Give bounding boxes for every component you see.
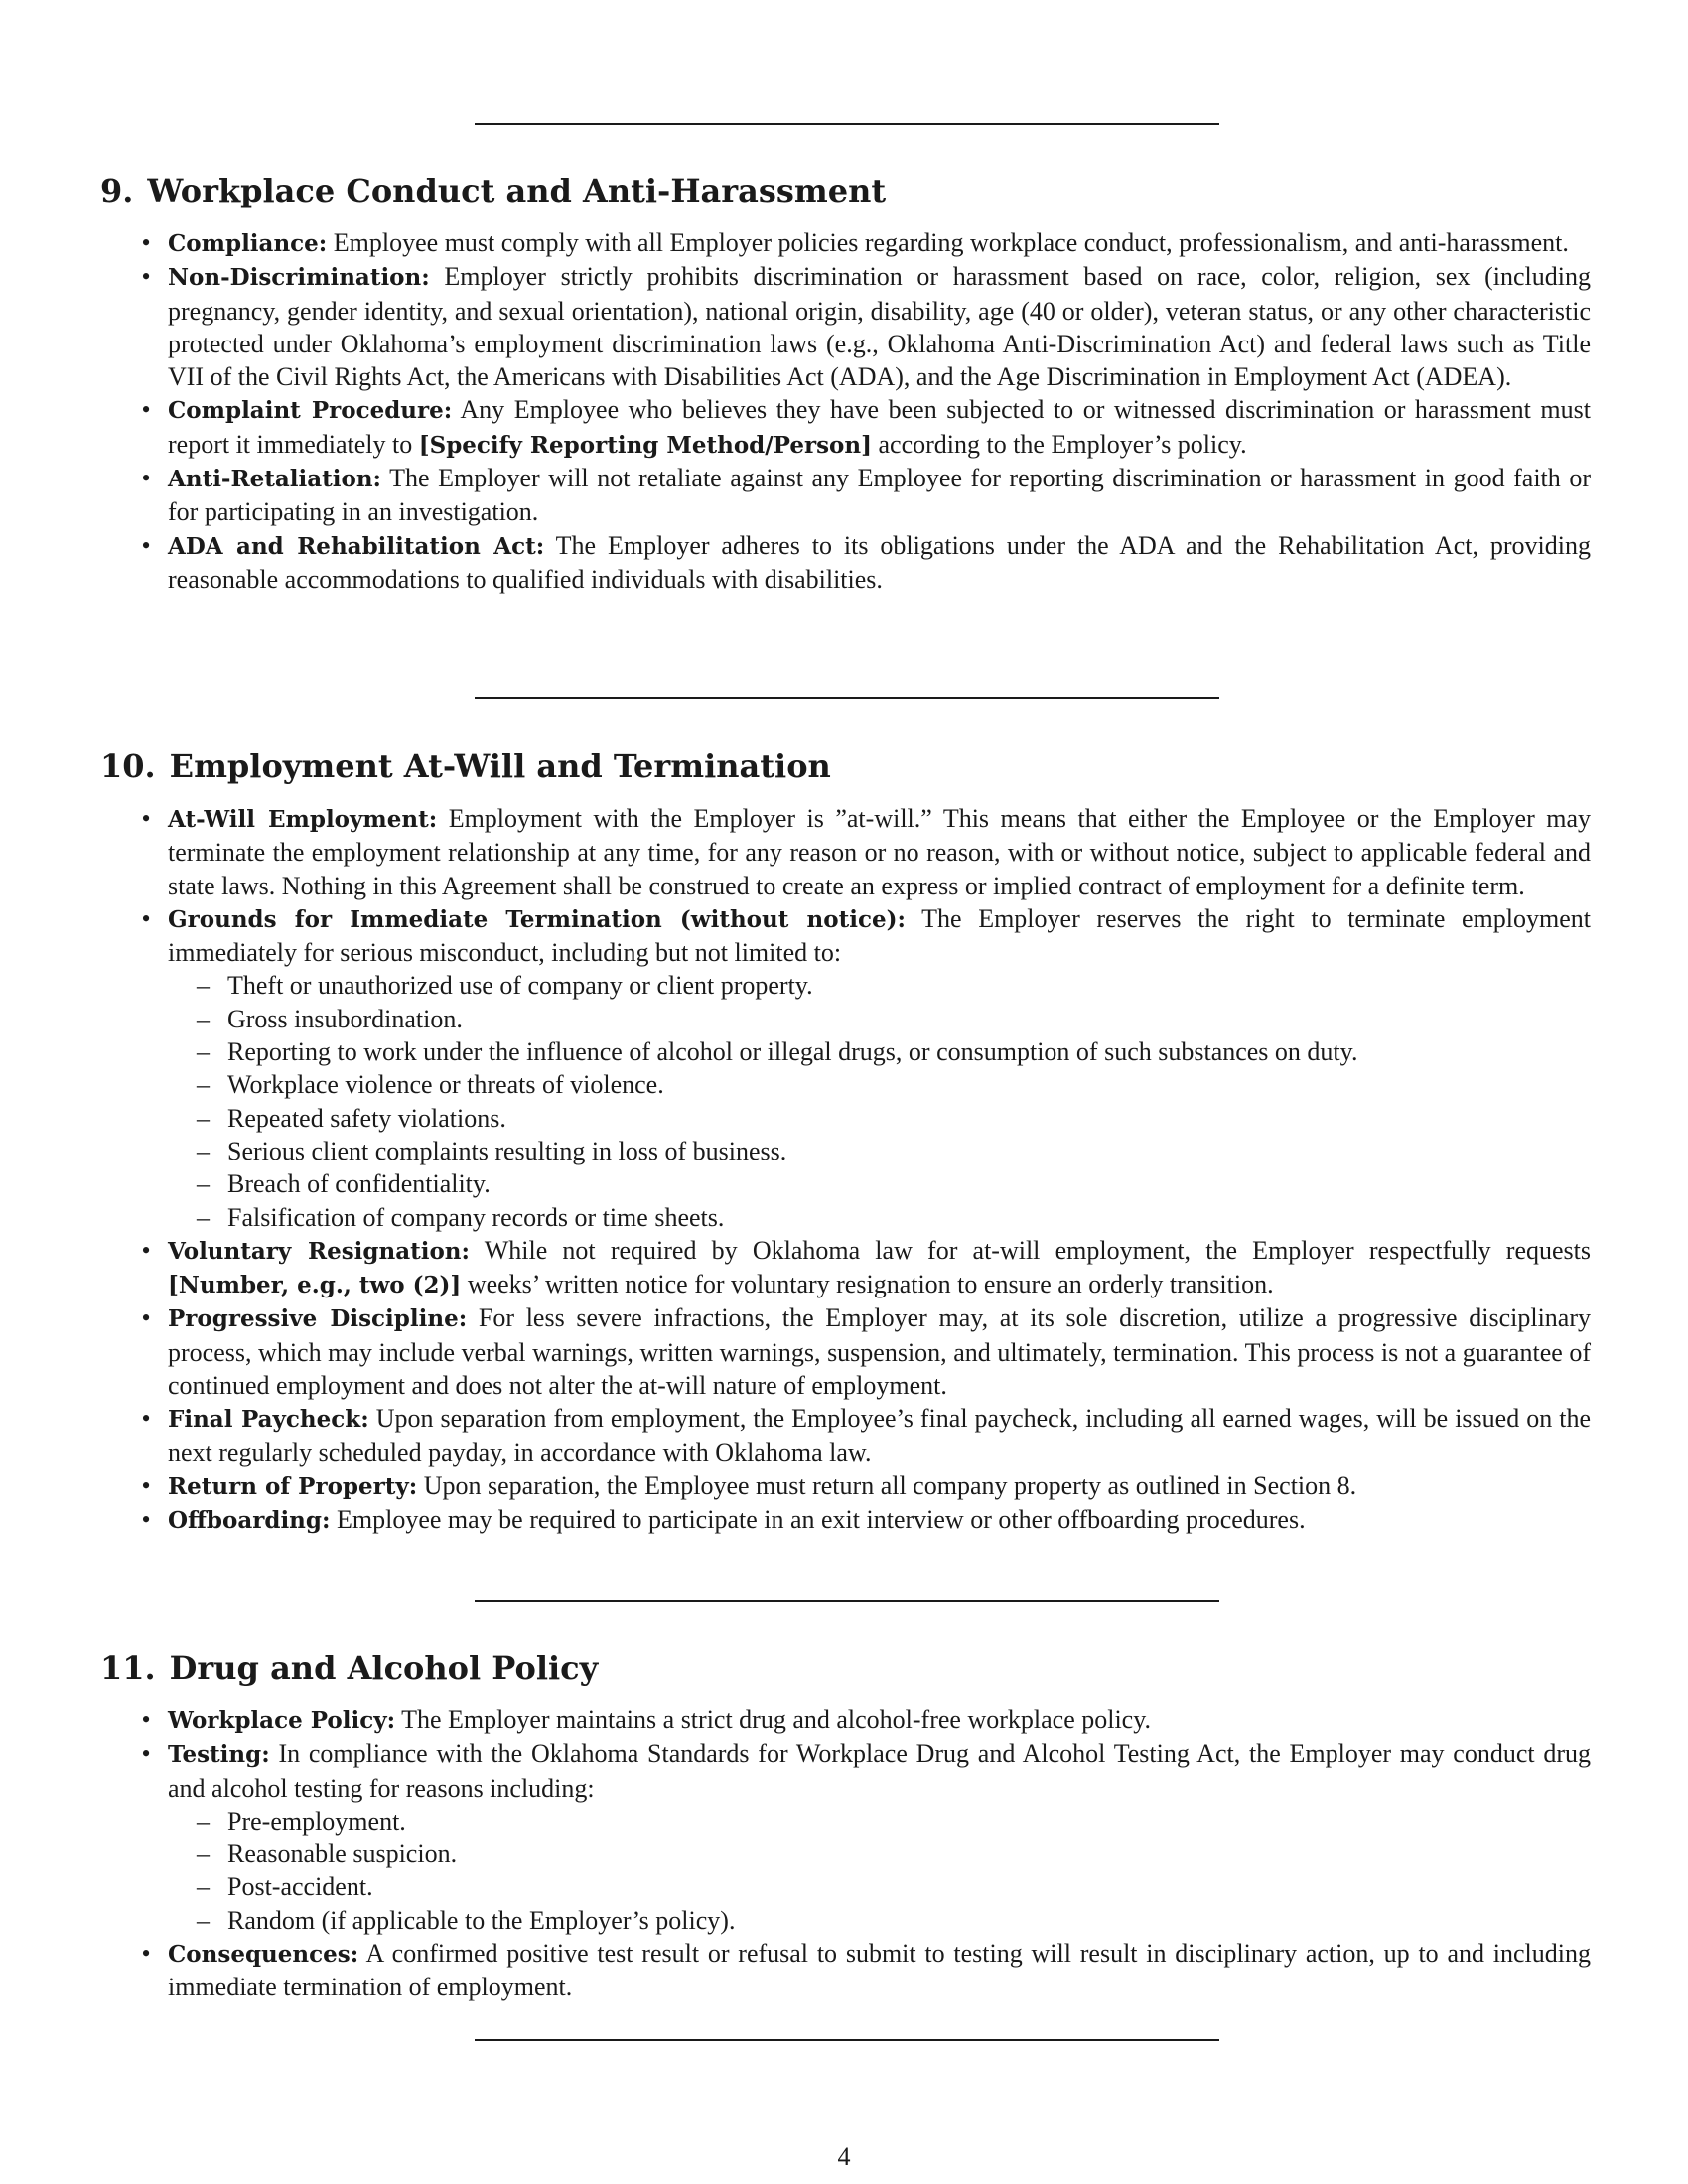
sub-item-text: Workplace violence or threats of violence. <box>227 1070 664 1100</box>
list-item <box>0 393 1688 462</box>
dash-icon: – <box>197 1070 210 1100</box>
bullet-icon: • <box>141 804 151 833</box>
item-text: In compliance with the Oklahoma Standards for Workplace Drug and Alcohol Testing Act, the Employer may conduct drug and alcohol testing for reasons including: <box>168 1739 1591 1803</box>
dash-icon: – <box>197 1905 210 1935</box>
item-label: Return of Property: <box>168 1472 418 1500</box>
dash-icon: – <box>197 1037 210 1067</box>
item-text: Employer strictly prohibits discrimination or harassment based on race, color, religion, sex (including pregnancy, gender identity, and sexual orientation), national origin, disability, age (40 or older), veteran status, or any other characteristic protected under Oklahoma’s employment discrimination laws (e.g., Oklahoma Anti-Discrimination Act) and federal laws such as Title VII of the Civil Rights Act, the Americans with Disabilities Act (ADA), and the Age Discrimination in Employment Act (ADEA). <box>168 262 1591 392</box>
item-label: Progressive Discipline: <box>168 1305 468 1333</box>
item-label: Offboarding: <box>168 1507 331 1535</box>
sub-list-item <box>168 1135 1591 1167</box>
section-title-text: Workplace Conduct and Anti-Harassment <box>147 172 887 209</box>
section-divider <box>475 697 1219 699</box>
section-divider <box>475 1600 1219 1602</box>
item-label: Complaint Procedure: <box>168 397 453 425</box>
sub-list-item <box>168 1035 1591 1068</box>
bullet-icon: • <box>141 1739 151 1769</box>
item-text: Any Employee who believes they have been subjected to or witnessed discrimination or harassment must report it immediately to <box>168 395 1591 459</box>
sub-item-text: Pre-employment. <box>227 1806 406 1836</box>
item-text: weeks’ written notice for voluntary resignation to ensure an orderly transition. <box>461 1270 1274 1299</box>
sub-item-text: Random (if applicable to the Employer’s policy). <box>227 1905 736 1935</box>
list-item <box>0 1234 1688 1302</box>
sub-item-text: Reporting to work under the influence of alcohol or illegal drugs, or consumption of such substances on duty. <box>227 1037 1358 1067</box>
list-item <box>0 1469 1688 1503</box>
list-item <box>0 1503 1688 1537</box>
dash-icon: – <box>197 1169 210 1199</box>
item-label: Testing: <box>168 1741 270 1769</box>
dash-icon: – <box>197 1136 210 1165</box>
section-10-title <box>100 747 831 786</box>
sub-list-item <box>168 1102 1591 1135</box>
item-text: The Employer will not retaliate against any Employee for reporting discrimination or harassment in good faith or for participating in an investigation. <box>168 464 1591 527</box>
item-label: Workplace Policy: <box>168 1707 396 1734</box>
item-text: For less severe infractions, the Employer may, at its sole discretion, utilize a progressive disciplinary process, which may include verbal warnings, written warnings, suspension, and ultimately, termination. This process is not a guarantee of continued employment and does not alter the at-will nature of employment. <box>168 1303 1591 1401</box>
bullet-icon: • <box>141 1470 151 1500</box>
sub-list <box>168 969 1591 1233</box>
bullet-icon: • <box>141 1235 151 1265</box>
sub-list-item <box>168 1805 1591 1838</box>
item-label: Non-Discrimination: <box>168 264 430 292</box>
bullet-icon: • <box>141 1303 151 1333</box>
list-item <box>0 1301 1688 1402</box>
sub-list <box>168 1805 1591 1937</box>
sub-list-item <box>168 1201 1591 1234</box>
item-label: Voluntary Resignation: <box>168 1237 471 1265</box>
dash-icon: – <box>197 1004 210 1033</box>
section-number: 9. <box>100 172 134 209</box>
placeholder-field: [Number, e.g., two (2)] <box>168 1272 462 1299</box>
dash-icon: – <box>197 1840 210 1869</box>
item-label: ADA and Rehabilitation Act: <box>168 532 545 560</box>
item-text: Upon separation, the Employee must return all company property as outlined in Section 8. <box>417 1470 1357 1500</box>
section-number: 10. <box>100 748 156 785</box>
list-item <box>0 902 1688 1234</box>
item-label: At-Will Employment: <box>168 806 438 833</box>
item-text: Employment with the Employer is ”at-will.” This means that either the Employee or the Employer may terminate the employment relationship at any time, for any reason or no reason, with or without notice, subject to applicable federal and state laws. Nothing in this Agreement shall be construed to create an express or implied contract of employment for a definite term. <box>168 804 1592 900</box>
sub-list-item <box>168 1167 1591 1200</box>
sub-item-text: Reasonable suspicion. <box>227 1840 458 1869</box>
item-text: A confirmed positive test result or refusal to submit to testing will result in disciplinary action, up to and including immediate termination of employment. <box>168 1939 1591 2002</box>
sub-list-item <box>168 1838 1591 1870</box>
bullet-icon: • <box>141 464 151 493</box>
bullet-icon: • <box>141 1404 151 1433</box>
item-text: While not required by Oklahoma law for at-will employment, the Employer respectfully requests <box>470 1235 1592 1265</box>
sub-item-text: Gross insubordination. <box>227 1004 463 1033</box>
list-item <box>0 802 1688 902</box>
bullet-icon: • <box>141 1706 151 1734</box>
section-11-list <box>0 1704 1688 2004</box>
list-item <box>0 1937 1688 2004</box>
dash-icon: – <box>197 1872 210 1902</box>
sub-item-text: Post-accident. <box>227 1872 373 1902</box>
list-item <box>0 529 1688 597</box>
bullet-icon: • <box>141 903 151 933</box>
item-text: Upon separation from employment, the Employee’s final paycheck, including all earned wages, will be issued on the next regularly scheduled payday, in accordance with Oklahoma law. <box>168 1404 1591 1467</box>
item-text: Employee must comply with all Employer policies regarding workplace conduct, professionalism, and anti-harassment. <box>327 228 1569 257</box>
section-9-list <box>0 226 1688 596</box>
section-title-text: Employment At-Will and Termination <box>169 748 831 785</box>
section-number: 11. <box>100 1649 156 1687</box>
bullet-icon: • <box>141 1939 151 1969</box>
item-label: Grounds for Immediate Termination (without notice): <box>168 905 906 933</box>
sub-list-item <box>168 1870 1591 1903</box>
list-item <box>0 462 1688 529</box>
list-item <box>0 226 1688 260</box>
page-number: 4 <box>837 2142 851 2171</box>
sub-item-text: Theft or unauthorized use of company or client property. <box>227 971 813 1001</box>
list-item <box>0 1737 1688 1937</box>
item-text: according to the Employer’s policy. <box>871 429 1247 459</box>
dash-icon: – <box>197 1202 210 1232</box>
bullet-icon: • <box>141 530 151 560</box>
dash-icon: – <box>197 1103 210 1133</box>
sub-item-text: Falsification of company records or time sheets. <box>227 1202 725 1232</box>
placeholder-field: [Specify Reporting Method/Person] <box>418 431 872 459</box>
list-item <box>0 1402 1688 1469</box>
sub-item-text: Breach of confidentiality. <box>227 1169 491 1199</box>
section-title-text: Drug and Alcohol Policy <box>169 1649 599 1687</box>
dash-icon: – <box>197 971 210 1001</box>
item-label: Consequences: <box>168 1941 359 1969</box>
sub-item-text: Serious client complaints resulting in loss of business. <box>227 1136 787 1165</box>
section-divider <box>475 123 1219 125</box>
bullet-icon: • <box>141 395 151 425</box>
sub-list-item <box>168 969 1591 1002</box>
list-item <box>0 1704 1688 1737</box>
item-text: The Employer adheres to its obligations under the ADA and the Rehabilitation Act, providing reasonable accommodations to qualified individuals with disabilities. <box>168 530 1591 594</box>
section-11-title <box>100 1648 598 1688</box>
item-label: Final Paycheck: <box>168 1406 369 1433</box>
item-label: Anti-Retaliation: <box>168 466 382 493</box>
sub-list-item <box>168 1904 1591 1937</box>
sub-item-text: Repeated safety violations. <box>227 1103 506 1133</box>
item-text: Employee may be required to participate in an exit interview or other offboarding procedures. <box>330 1505 1306 1535</box>
bullet-icon: • <box>141 228 151 257</box>
sub-list-item <box>168 1003 1591 1035</box>
section-10-list <box>0 802 1688 1538</box>
list-item <box>0 260 1688 393</box>
section-9-title <box>100 171 886 210</box>
item-label: Compliance: <box>168 230 328 257</box>
item-text: The Employer maintains a strict drug and alcohol-free workplace policy. <box>395 1706 1152 1734</box>
section-divider <box>475 2039 1219 2041</box>
dash-icon: – <box>197 1806 210 1836</box>
bullet-icon: • <box>141 1505 151 1535</box>
item-text: The Employer reserves the right to terminate employment immediately for serious misconduct, including but not limited to: <box>168 903 1591 968</box>
sub-list-item <box>168 1068 1591 1101</box>
bullet-icon: • <box>141 262 151 292</box>
